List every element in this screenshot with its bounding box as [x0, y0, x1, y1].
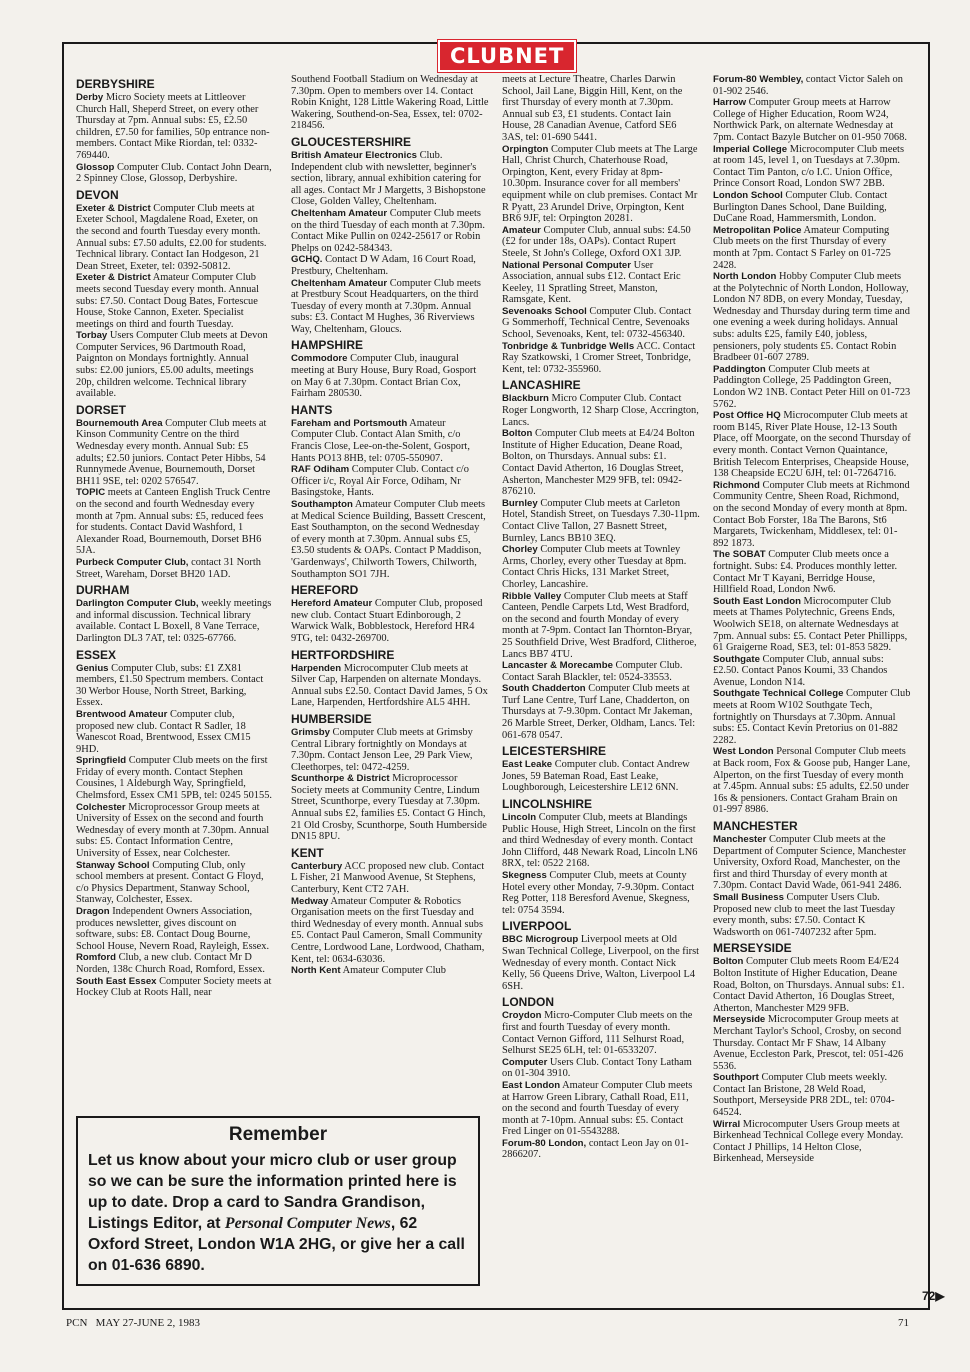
club-entry	[76, 203, 272, 273]
club-entry	[502, 341, 700, 376]
clubnet-banner: CLUBNET	[438, 40, 576, 72]
club-details: Computing Club, only school members at present. Contact G Floyd, c/o Physics Department, Stanway School, Stanway, Colchester, Essex.	[76, 859, 264, 906]
club-name: Exeter & District	[76, 202, 151, 214]
club-entry	[76, 952, 272, 975]
club-name: Burnley	[502, 497, 538, 509]
club-entry	[713, 144, 911, 190]
club-name: Grimsby	[291, 726, 330, 738]
club-name: Lancaster & Morecambe	[502, 660, 613, 672]
club-name: Purbeck Computer Club,	[76, 556, 189, 568]
remember-title: Remember	[228, 1124, 328, 1145]
club-details: Computer Club, meets at County Hotel every other Monday, 7-9.30pm. Contact Reg Potter, 118 Beresford Avenue, Skegness, tel: 0754 3594.	[502, 870, 695, 916]
club-entry	[502, 683, 700, 741]
column-1	[76, 74, 272, 999]
club-name: Fareham and Portsmouth	[291, 417, 408, 429]
club-details: Computer Club meets at Turf Lane Centre, Turf Lane, Chadderton, on Thursdays at 7-9.30pm. Contact Mr Jakeman, 26 Marble Street, Derker, Oldham, Lancs. Tel: 061-678 0547.	[502, 683, 696, 741]
club-details: Computer Club, meets at Blandings Public House, High Street, Lincoln on the first and third Wednesday of every month. Contact John Clifford, 448 Newark Road, Lincoln LN6 8RX, tel: 0522 2168.	[502, 812, 698, 870]
club-details: Micro Computer Club. Contact Roger Longworth, 12 Sharp Close, Accrington, Lancs.	[502, 393, 699, 428]
club-details: meets at Canteen English Truck Centre on the second and fourth Wednesday every month at 7pm. Annual subs: £5, reduced fees for students. Contact David Washford, 1 Alexander Road, Bournemouth, Dorset BH6 5JA.	[76, 487, 271, 557]
club-name: Wirral	[713, 1118, 741, 1130]
club-name: RAF Odiham	[291, 464, 350, 476]
club-name: Harrow	[713, 97, 747, 109]
club-entry	[713, 956, 911, 1014]
club-entry	[502, 934, 700, 992]
club-entry	[291, 418, 489, 464]
club-entry	[713, 596, 911, 654]
club-entry	[502, 1057, 700, 1080]
club-name: Romford	[76, 952, 116, 964]
club-name: Small Business	[713, 891, 784, 903]
club-details: Microprocessor Society meets at Community Centre, Lindum Street, Scunthorpe, every Tuesday at 7.30pm. Annual subs £2, families £5. Contact G Hinch, 21 Old Crosby, Scunthorpe, South Humberside DN15 8PU.	[291, 773, 487, 843]
section-heading: HEREFORD	[291, 583, 359, 598]
club-entry	[502, 591, 700, 661]
section-heading: KENT	[291, 845, 324, 860]
column-2	[291, 74, 489, 977]
club-name: North London	[713, 271, 777, 283]
club-entry	[291, 598, 489, 644]
club-name: Canterbury	[291, 860, 343, 872]
club-details: Microcomputer Users Group meets at Birkenhead Technical College every Monday. Contact J Phillips, 14 Helton Close, Birkenhead, Merseyside	[713, 1118, 904, 1165]
club-name: Glossop	[76, 161, 115, 173]
club-details: Computer Club meets Room E4/E24 Bolton Institute of Higher Education, Deane Road, Bolton, on Thursdays. Annual subs: £1. Contact David Atherton, 16 Douglas Street, Atherton, Manchester M29 9FB.	[713, 956, 905, 1014]
club-entry	[713, 190, 911, 225]
club-entry	[502, 428, 700, 498]
club-name: BBC Microgroup	[502, 934, 579, 946]
club-details: Computer Club meets at E4/24 Bolton Institute of Higher Education, Deane Road, Bolton, on Thursdays. Annual subs: £1. Contact David Atherton, 16 Douglas Street, Asherton, Manchester M29 9FB, tel: 0942-876210.	[502, 428, 695, 498]
club-entry	[502, 544, 700, 590]
club-details: contact Victor Saleh on 01-902 2546.	[713, 74, 903, 97]
club-name: Merseyside	[713, 1014, 766, 1026]
club-entry	[713, 654, 911, 689]
club-name: Stanway School	[76, 859, 150, 871]
club-details: Computer Club meets at Carleton Hotel, Standish Street, on Tuesdays 7.30-11pm. Contact Clive Tallon, 27 Basnett Street, Burnley, Lancs BB10 3EQ.	[502, 497, 700, 544]
club-details: Amateur Computer Club meets at Harrow Green Library, Cathall Road, E11, on the second and fourth Tuesday of every month at 7-10pm. Annual subs: £5. Contact Fred Linger on 01-5543288.	[502, 1079, 693, 1138]
club-name: Scunthorpe & District	[291, 773, 390, 785]
club-entry	[76, 709, 272, 755]
club-entry	[76, 860, 272, 906]
club-entry	[713, 1014, 911, 1072]
club-entry	[76, 598, 272, 644]
club-name: Torbay	[76, 330, 108, 342]
club-name: Dragon	[76, 906, 110, 917]
club-details: Users Club. Contact Tony Latham on 01-304 3910.	[502, 1056, 692, 1080]
club-details: Computer Club, annual subs: £4.50 (£2 for under 18s, OAPs). Contact Rupert Steele, St John's College, Oxford OX1 3JP.	[502, 224, 691, 259]
club-entry	[291, 208, 489, 254]
magazine-name: Personal Computer News	[224, 1215, 391, 1232]
section-heading: MANCHESTER	[713, 819, 798, 833]
club-entry	[76, 418, 272, 488]
club-details: Amateur Computer Club meets second Tuesday every month. Annual subs: £7.50. Contact Doug Bates, Fortescue House, Stoke Cannon, Exeter. Specialist meetings on third and fourth Tuesday.	[76, 272, 259, 330]
club-details: Computer Club meets on the third Tuesday of each month at 7.30pm. Contact Mike Pullin on 0242-25617 or Robin Phelps on 0242-584343.	[291, 207, 485, 254]
club-name: TOPIC	[76, 487, 106, 499]
column-3	[502, 74, 700, 1161]
column-4	[713, 74, 911, 1165]
club-entry	[713, 1119, 911, 1165]
club-entry	[291, 74, 489, 132]
club-entry	[291, 861, 489, 896]
club-name: East London	[502, 1079, 561, 1091]
club-entry	[502, 812, 700, 870]
club-name: The SOBAT	[713, 549, 766, 561]
club-entry	[502, 144, 700, 225]
club-name: Southport	[713, 1072, 759, 1084]
club-details: Computer Users Club. Proposed new club to meet the last Tuesday every month, subs: £7.50. Contact K Wadsworth on 061-7407232 after 5pm.	[713, 891, 896, 938]
club-details: Computer club. Contact Andrew Jones, 59 Bateman Road, East Leake, Loughborough, Leicestershire LE12 6NN.	[502, 759, 690, 794]
club-details: Microprocessor Group meets at University of Essex on the second and fourth Wednesday of every month at 7.30pm. Annual subs: £5. Contact Information Centre, University of Essex, near Colchester.	[76, 801, 270, 860]
club-entry	[76, 272, 272, 330]
club-details: Amateur Computer Club	[342, 965, 446, 977]
club-details: Microcomputer Group meets at Merchant Taylor's School, Crosby, on second Thursday. Contact Mr F Shaw, 14 Albany Avenue, Eccleston Park, Prescot, tel: 051-426 5536.	[713, 1014, 904, 1072]
club-entry	[502, 74, 700, 144]
club-details: Computer Club, proposed new club. Contact Stuart Edinborough, 2 Warwick Walk, Bobblestock, Hereford HR4 9TG, tel: 0432-269700.	[291, 598, 483, 644]
club-entry	[502, 1138, 700, 1161]
club-details: Computer Club. Contact G Sommerhoff, Technical Centre, Sevenoaks School, Sevenoaks, Kent, tel: 0732-456340.	[502, 305, 692, 341]
club-details: Computer Club meets once a fortnight. Subs: £4. Produces monthly letter. Contact Mr T Kayani, Berridge House, Hillfield Road, London Nw6.	[713, 549, 898, 596]
club-entry	[291, 896, 489, 966]
page-number: 71	[898, 1317, 909, 1329]
club-name: London School	[713, 189, 783, 201]
club-details: Computer Club meets at Staff Canteen, Pendle Carpets Ltd, West Bradford, on the second and fourth Monday of every month at 7-9pm. Contact Ian Thornton-Bryar, 25 Southfield Drive, West Bradford, Clitheroe, Lancs BB7 4TU.	[502, 590, 697, 660]
club-entry	[291, 353, 489, 399]
club-entry	[76, 755, 272, 801]
club-name: Commodore	[291, 353, 348, 365]
club-name: Sevenoaks School	[502, 305, 587, 317]
club-name: Southampton	[291, 499, 353, 510]
club-entry	[713, 97, 911, 143]
club-details: User Association, annual subs £12. Contact Eric Keeley, 11 Spratling Street, Manston, Ramsgate, Kent.	[502, 259, 681, 306]
section-heading: HUMBERSIDE	[291, 711, 372, 726]
club-name: Paddington	[713, 363, 766, 375]
club-entry	[502, 393, 700, 428]
club-name: South Chadderton	[502, 683, 586, 695]
club-details: ACC proposed new club. Contact L Fisher, 21 Manwood Avenue, St Stephens, Canterbury, Kent CT2 7AH.	[291, 860, 485, 896]
club-details: Contact D W Adam, 16 Court Road, Prestbury, Cheltenham.	[291, 254, 476, 277]
club-name: Cheltenham Amateur	[291, 207, 388, 219]
club-name: East Leake	[502, 759, 553, 771]
club-details: Club, a new club. Contact Mr D Norden, 138c Church Road, Romford, Essex.	[76, 952, 266, 975]
club-name: Blackburn	[502, 393, 549, 405]
club-entry	[291, 663, 489, 709]
club-details: ACC. Contact Ray Szatkowski, 1 Cromer Street, Tonbridge, Kent, tel: 0732-355960.	[502, 340, 696, 375]
club-entry	[713, 410, 911, 480]
club-entry	[502, 759, 700, 794]
club-name: Bournemouth Area	[76, 417, 163, 429]
club-details: Computer Club. Contact Burlington Danes School, Dane Building, DuCane Road, Hammersmith, London.	[713, 189, 888, 225]
club-details: Computer Club meets at Room W102 Southgate Tech, fortnightly on Thursdays at 7.30pm. Annual subs: £5. Contact Kevin Pretorius on 01-882 2282.	[713, 688, 911, 746]
club-details: Micro-Computer Club meets on the first and fourth Tuesday of every month. Contact Vernon Gifford, 111 Selhurst Road, Selhurst SE25 6LH, tel: 01-6533207.	[502, 1010, 693, 1057]
club-entry	[713, 480, 911, 550]
club-name: Chorley	[502, 544, 538, 556]
club-name: West London	[713, 746, 774, 758]
club-name: Harpenden	[291, 662, 342, 674]
club-name: Post Office HQ	[713, 410, 781, 422]
club-details: contact Leon Jay on 01-2866207.	[502, 1137, 689, 1161]
remember-text-after: , 62 Oxford Street, London W1A 2HG, or give her a call on 01-636 6890.	[88, 1215, 465, 1274]
section-heading: HAMPSHIRE	[291, 338, 364, 353]
club-name: Manchester	[713, 834, 767, 845]
club-entry	[76, 330, 272, 400]
club-entry	[76, 663, 272, 709]
club-details: Computer Club meets at Prestbury Scout Headquarters, on the third Tuesday of every month at 7.30pm. Annual subs: £3. Contact M Hughes, 36 Riverviews Way, Cheltenham, Gloucs.	[291, 277, 481, 335]
club-name: Lincoln	[502, 812, 537, 824]
club-details: Amateur Computer & Robotics Organisation meets on the first Tuesday and third Wednesday of every month. Annual subs £5. Contact Paul Cameron, Small Community Centre, Lordwood Lane, Lordwood, Chatham, Kent, tel: 0634-63036.	[291, 895, 485, 965]
club-name: North Kent	[291, 965, 341, 977]
club-entry	[76, 92, 272, 162]
section-heading: LANCASHIRE	[502, 378, 581, 393]
section-heading: LEICESTERSHIRE	[502, 744, 607, 759]
club-details: Computer Club, subs: £1 ZX81 members, £1.50 Spectrum members. Contact 30 Werbor House, North Street, Barking, Essex.	[76, 662, 264, 709]
club-details: Amateur Computer Club. Contact Alan Smith, c/o Francis Close, Lee-on-the-Solent, Gosport, Hants PO13 8HB, tel: 0705-550907.	[291, 417, 470, 464]
club-name: Forum-80 London,	[502, 1137, 587, 1149]
club-entry	[713, 271, 911, 364]
club-name: Darlington Computer Club,	[76, 598, 199, 610]
club-details: Micro Society meets at Littleover Church Hall, Sheperd Street, on every other Thursday at 7pm. Annual subs: £5, £2.50 children, £7.50 for families, 50p entrance non-members. Contact Mike Riordan, tel: 0332-769440.	[76, 92, 270, 161]
club-details: Computer Group meets at Harrow College of Higher Education, Room W24, Northwick Park, on alternate Wednesday at 7pm. Contact Bazyle Butcher on 01-950 7068.	[713, 97, 907, 143]
club-entry	[291, 727, 489, 773]
club-name: Computer	[502, 1056, 548, 1068]
club-details: Computer Club, annual subs: £2.50. Contact Panos Koumi, 33 Chandos Avenue, London N14.	[713, 653, 888, 688]
club-details: Computer Club meets at Richmond Community Centre, Sheen Road, Richmond, on the second Monday of every month at 8pm. Contact Bob Forster, 18a The Barons, St6 Margarets, Twickenham, Middlesex, tel: 01-892 1873.	[713, 479, 910, 549]
club-name: Derby	[76, 92, 104, 103]
club-name: Skegness	[502, 870, 547, 881]
club-entry	[502, 660, 700, 683]
club-details: Microcomputer Club meets at room 145, level 1, on Tuesdays at 7.30pm. Contact Tim Panton, c/o I.C. Union Office, Prince Consort Road, London SW7 2BB.	[713, 143, 904, 190]
club-details: Computer Club meets on the first Friday of every month. Contact Stephen Cousines, 1 Aldeburgh Way, Springfield, Chelmsford, Essex CM1 5PB, tel: 0245 50155.	[76, 755, 272, 802]
club-name: Imperial College	[713, 143, 788, 155]
club-details: Microcomputer Club meets at Silver Cap, Harpenden on alternate Mondays. Annual subs £2.50. Contact David James, 5 Ox Lane, Harpenden, Hertfordshire AL5 4HH.	[291, 662, 488, 709]
club-name: South East London	[713, 595, 801, 607]
club-details: contact 31 North Street, Wareham, Dorset BH20 1AD.	[76, 556, 261, 580]
remember-text-before: Let us know about your micro club or user group so we can be sure the information printed here is up to date. Drop a card to Sandra Grandison, Listings Editor, at	[88, 1152, 457, 1232]
club-entry	[713, 834, 911, 892]
club-details: Computer club, proposed new club. Contact R Sadler, 18 Wanescot Road, Brentwood, Essex CM15 9HD.	[76, 708, 251, 755]
club-details: Computer Club meets at The Large Hall, Christ Church, Chaterhouse Road, Orpington, Kent, every Friday at 8pm-10.30pm. Insurance cover for all members' equipment while on club premises. Contact Mr R Pyatt, 23 Arundel Drive, Orpington, Kent BR6 9JF, tel: Orpington 20281.	[502, 143, 698, 225]
club-entry	[713, 1072, 911, 1118]
club-details: Microcomputer Club meets at Thames Polytechnic, Greens Ends, Woolwich SE18, on alternate Wednesdays at 7pm. Annual subs: £5. Contact Peter Phillipps, 61 Graigerne Road, SE3, tel: 01-853 5829.	[713, 595, 908, 654]
club-name: Bolton	[502, 428, 533, 440]
club-name: Colchester	[76, 801, 126, 813]
section-heading: DERBYSHIRE	[76, 77, 155, 91]
section-heading: LINCOLNSHIRE	[502, 797, 592, 812]
club-details: Liverpool meets at Old Swan Technical College, Liverpool, on the first Wednesday of every month. Contact Nick Kelly, 56 Queens Drive, Walton, Liverpool L4 6SH.	[502, 934, 700, 992]
club-name: Cheltenham Amateur	[291, 277, 388, 289]
club-entry	[291, 773, 489, 843]
club-entry	[76, 976, 272, 999]
club-details: Computer Club meets at Paddington College, 25 Paddington Green, London W2 1NB. Contact Peter Hill on 01-723 5762.	[713, 363, 911, 410]
section-heading: HANTS	[291, 402, 333, 417]
club-entry	[502, 260, 700, 306]
club-details: Southend Football Stadium on Wednesday at 7.30pm. Open to members over 14. Contact Robin Knight, 128 Little Wakering Road, Little Wakering, Southend-on-Sea, Essex, tel: 0702-218456.	[291, 74, 489, 132]
club-entry	[291, 278, 489, 336]
club-name: Tonbridge & Tunbridge Wells	[502, 340, 635, 352]
club-name: Forum-80 Wembley,	[713, 74, 804, 85]
club-entry	[502, 870, 700, 916]
section-heading: GLOUCESTERSHIRE	[291, 134, 412, 149]
club-details: Amateur Computing Club meets on the first Thursday of every month at 7pm. Contact S Farley on 01-725 2428.	[713, 224, 891, 271]
club-entry	[291, 965, 489, 977]
club-entry	[713, 364, 911, 410]
club-details: Computer Club. Contact Sarah Blackler, tel: 0524-33553.	[502, 660, 683, 683]
club-entry	[291, 499, 489, 580]
footer-issue: PCN MAY 27-JUNE 2, 1983	[66, 1317, 200, 1329]
club-details: weekly meetings and informal discussion. Technical library available. Contact L Boxell, 8 Vane Terrace, Darlington DL3 7AT, tel: 0325-67766.	[76, 598, 272, 644]
club-name: Richmond	[713, 479, 760, 491]
club-name: British Amateur Electronics	[291, 149, 417, 161]
club-details: Personal Computer Club meets at Back room, Fox & Goose pub, Hanger Lane, Alperton, on the first Tuesday of every month at 7.45pm. Annual subs: £5 adults, £2.50 under 16s & pensioners. Contact Graham Brain on 01-997 8986.	[713, 746, 911, 816]
section-heading: MERSEYSIDE	[713, 941, 792, 956]
club-name: Bolton	[713, 956, 744, 968]
section-heading: DURHAM	[76, 583, 130, 598]
club-entry	[502, 306, 700, 341]
club-details: Hobby Computer Club meets at the Polytechnic of North London, Holloway, London N7 8DB, on every Monday, Tuesday, Wednesday and Thursday during term time and one evening a week during holidays. Annual subs: adults £25, family £40, jobless, pensioners, poly students £5. Contact Robin Bradbeer 01-607 2789.	[713, 271, 910, 364]
club-entry	[502, 1080, 700, 1138]
club-name: Southgate	[713, 653, 760, 665]
club-name: Medway	[291, 895, 329, 907]
remember-box	[76, 1116, 480, 1286]
club-details: meets at Lecture Theatre, Charles Darwin School, Jail Lane, Biggin Hill, Kent, on the first Thursday of every month at 7.30pm. Annual sub £3, £1 students. Contact Iain House, 28 Canadian Avenue, Catford SE6 3AS, tel: 01-690 5441.	[502, 74, 683, 143]
club-details: Computer Club meets at Townley Arms, Chorley, every other Tuesday at 8pm. Contact Chris Hicks, 131 Market Street, Chorley, Lancashire.	[502, 544, 687, 590]
section-heading: DORSET	[76, 402, 127, 417]
club-entry	[713, 225, 911, 271]
club-details: Computer Club meets at Exeter School, Magdalene Road, Exeter, on the second and fourth Tuesday every month. Annual subs: £7.50 adults, £2.00 for students. Technical library. Contact Ian Hodgeson, 21 Dean Street, Exeter, tel: 0392-50812.	[76, 202, 267, 272]
club-details: Computer Club meets at the Department of Computer Science, Manchester University, Oxford Road, Manchester, on the first and third Thursday of every month at 7.30pm. Contact David Wade, 061-941 2486.	[713, 834, 907, 892]
club-name: Orpington	[502, 143, 549, 155]
club-entry	[291, 254, 489, 277]
club-details: Computer Club. Contact John Dearn, 2 Spinney Close, Glossop, Derbyshire.	[76, 161, 272, 185]
club-name: South East Essex	[76, 975, 157, 987]
club-details: Amateur Computer Club meets at Medical Science Building, Bassett Crescent, East Southampton, on the second Wednesday of every month at 7.30pm. Annual subs £5, £3.50 students & OAPs. Contact P Maddison, 'Gardenways', Chilworth Towers, Chilworth, Southampton SO1 7JH.	[291, 499, 486, 580]
club-entry	[502, 498, 700, 544]
club-name: Exeter & District	[76, 272, 151, 284]
club-name: Croydon	[502, 1010, 542, 1022]
club-entry	[502, 1010, 700, 1056]
club-details: Independent Owners Association, produces newsletter, gives discount on software, subs: £8. Contact Doug Bourne, School House, Nevern Road, Rayleigh, Essex.	[76, 906, 270, 952]
club-entry	[713, 549, 911, 595]
section-heading: DEVON	[76, 187, 119, 202]
club-details: Users Computer Club meets at Devon Computer Services, 96 Dartmouth Road, Paignton on Mondays fortnightly. Annual subs: £2.00 juniors, £5.00 adults, meetings 20p, children welcome. Technical library available.	[76, 330, 268, 400]
club-name: Springfield	[76, 755, 127, 767]
club-details: Computer Club, inaugural meeting at Bury House, Bury Road, Gosport on May 6 at 7.30pm. Contact Brian Cox, Fairham 280530.	[291, 353, 477, 400]
club-details: Computer Society meets at Hockey Club at Roots Hall, near	[76, 975, 272, 999]
club-details: Microcomputer Club meets at room B145, River Plate House, 12-13 South Place, off Moorgate, on the second Thursday of every month. Contact Vernon Quaintance, British Telecom Enterprises, Cheapside House, 138 Cheapside EC2U 6JH, tel: 01-7264716.	[713, 410, 911, 480]
section-heading: LONDON	[502, 995, 554, 1010]
club-name: Genius	[76, 662, 109, 674]
club-entry	[713, 688, 911, 746]
club-entry	[291, 150, 489, 208]
club-details: Computer Club. Contact c/o Officer i/c, Royal Air Force, Odiham, Nr Basingstoke, Hants.	[291, 464, 469, 499]
club-details: Club. Independent club with newsletter, beginner's section, library, annual exhibition catering for all ages. Contact Mr J Margetts, 3 Bishopstone Close, Golden Valley, Cheltenham.	[291, 149, 486, 208]
club-entry	[76, 557, 272, 580]
club-details: Computer Club meets at Grimsby Central Library fortnightly on Mondays at 7.30pm. Contact Jenson Lee, 29 Park View, Cleethorpes, tel: 0472-4259.	[291, 726, 473, 773]
club-entry	[76, 487, 272, 557]
section-heading: HERTFORDSHIRE	[291, 647, 395, 662]
club-entry	[502, 225, 700, 260]
club-name: Hereford Amateur	[291, 598, 373, 610]
club-entry	[291, 464, 489, 499]
club-details: Computer Club meets at Kinson Community Centre on the third Wednesday every month. Annual Sub: £5 adults; £2.50 juniors. Contact Peter Hibbs, 54 Runnymede Avenue, Bournemouth, Dorset BH11 9SE, tel: 0202 576547.	[76, 417, 267, 487]
club-entry	[76, 906, 272, 952]
continued-marker: 72▶	[922, 1289, 945, 1303]
club-entry	[713, 892, 911, 938]
club-name: GCHQ.	[291, 254, 323, 266]
club-entry	[76, 162, 272, 185]
club-entry	[713, 746, 911, 816]
club-name: Metropolitan Police	[713, 224, 802, 236]
club-name: Ribble Valley	[502, 590, 562, 602]
club-name: Southgate Technical College	[713, 688, 844, 700]
club-name: Brentwood Amateur	[76, 708, 168, 720]
club-name: National Personal Computer	[502, 259, 632, 271]
section-heading: ESSEX	[76, 647, 117, 662]
club-details: Computer Club meets weekly. Contact Ian Bristone, 28 Weld Road, Southport, Merseyside PR8 2DL, tel: 0704-64524.	[713, 1072, 895, 1119]
section-heading: LIVERPOOL	[502, 919, 572, 934]
club-entry	[76, 802, 272, 860]
club-name: Amateur	[502, 224, 541, 236]
club-entry	[713, 74, 911, 97]
remember-text	[88, 1150, 468, 1276]
